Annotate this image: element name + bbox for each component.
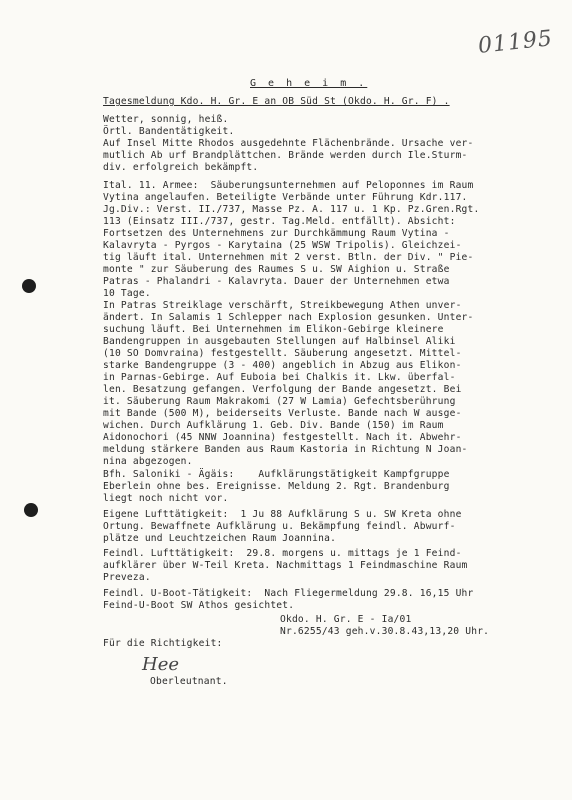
text-line: Wetter, sonnig, heiß.	[103, 114, 229, 125]
text-line: monte " zur Säuberung des Raumes S u. SW Aighion u. Straße	[103, 264, 450, 275]
text-line: Aidonochori (45 NNW Joannina) festgestellt. Nach it. Abwehr-	[103, 432, 462, 443]
text-line: ändert. In Salamis 1 Schlepper nach Explosion gesunken. Unter-	[103, 312, 474, 323]
text-line: Jg.Div.: Verst. II./737, Masse Pz. A. 117 u. 1 Kp. Pz.Gren.Rgt.	[103, 204, 480, 215]
text-line: nina abgezogen.	[103, 456, 193, 467]
text-line: Eigene Lufttätigkeit: 1 Ju 88 Aufklärung S u. SW Kreta ohne	[103, 509, 462, 520]
text-line: Eberlein ohne bes. Ereignisse. Meldung 2. Rgt. Brandenburg	[103, 481, 450, 492]
text-line: Feindl. Lufttätigkeit: 29.8. morgens u. mittags je 1 Feind-	[103, 548, 462, 559]
text-line: meldung stärkere Banden aus Raum Kastoria in Richtung N Joan-	[103, 444, 468, 455]
text-line: plätze und Leuchtzeichen Raum Joannina.	[103, 533, 337, 544]
archive-number: 01195	[476, 26, 555, 59]
text-line: Örtl. Bandentätigkeit.	[103, 126, 235, 137]
text-line: Fortsetzen des Unternehmens zur Durchkämmung Raum Vytina -	[103, 228, 450, 239]
certification-text: Für die Richtigkeit:	[103, 638, 223, 649]
text-line: Bfh. Saloniki - Ägäis: Aufklärungstätigkeit Kampfgruppe	[103, 469, 450, 480]
text-line: div. erfolgreich bekämpft.	[103, 162, 259, 173]
signatory-rank: Oberleutnant.	[150, 676, 228, 687]
text-line: 113 (Einsatz III./737, gestr. Tag.Meld. entfällt). Absicht:	[103, 216, 456, 227]
text-line: wichen. Durch Aufklärung 1. Geb. Div. Bande (150) im Raum	[103, 420, 444, 431]
text-line: in Parnas-Gebirge. Auf Euboia bei Chalkis it. Lkw. überfal-	[103, 372, 456, 383]
text-line: In Patras Streiklage verschärft, Streikbewegung Athen unver-	[103, 300, 462, 311]
text-line: aufklärer über W-Teil Kreta. Nachmittags 1 Feindmaschine Raum	[103, 560, 468, 571]
text-line: (10 SO Domvraina) festgestellt. Säuberung angesetzt. Mittel-	[103, 348, 462, 359]
text-line: 10 Tage.	[103, 288, 151, 299]
text-line: Auf Insel Mitte Rhodos ausgedehnte Flächenbrände. Ursache ver-	[103, 138, 474, 149]
text-line: tig läuft ital. Unternehmen mit 2 verst. Btln. der Div. " Pie-	[103, 252, 474, 263]
text-line: len. Besatzung gefangen. Verfolgung der Bande angesetzt. Bei	[103, 384, 462, 395]
text-line: Bandengruppen in ausgebauten Stellungen auf Halbinsel Aliki	[103, 336, 456, 347]
text-line: Feindl. U-Boot-Tätigkeit: Nach Fliegermeldung 29.8. 16,15 Uhr	[103, 588, 474, 599]
punch-hole-top	[22, 279, 36, 293]
document-subject: Tagesmeldung Kdo. H. Gr. E an OB Süd St (Okdo. H. Gr. F) .	[103, 96, 450, 107]
text-line: Kalavryta - Pyrgos - Karytaina (25 WSW Tripolis). Gleichzei-	[103, 240, 462, 251]
handwritten-signature: Hee	[142, 654, 180, 675]
text-line: Feind-U-Boot SW Athos gesichtet.	[103, 600, 295, 611]
punch-hole-bottom	[24, 503, 38, 517]
text-line: it. Säuberung Raum Makrakomi (27 W Lamia) Gefechtsberührung	[103, 396, 456, 407]
text-line: Ital. 11. Armee: Säuberungsunternehmen auf Peloponnes im Raum	[103, 180, 474, 191]
text-line: mit Bande (500 M), beiderseits Verluste. Bande nach W ausge-	[103, 408, 462, 419]
reference-line: Nr.6255/43 geh.v.30.8.43,13,20 Uhr.	[280, 626, 490, 637]
text-line: starke Bandengruppe (3 - 400) angeblich in Abzug aus Elikon-	[103, 360, 462, 371]
text-line: suchung läuft. Bei Unternehmen im Elikon-Gebirge kleinere	[103, 324, 444, 335]
text-line: Patras - Phalandri - Kalavryta. Dauer der Unternehmen etwa	[103, 276, 450, 287]
text-line: liegt noch nicht vor.	[103, 493, 229, 504]
reference-line: Okdo. H. Gr. E - Ia/01	[280, 614, 412, 625]
text-line: Vytina angelaufen. Beteiligte Verbände unter Führung Kdr.117.	[103, 192, 468, 203]
text-line: mutlich Ab urf Brandplättchen. Brände werden durch Ile.Sturm-	[103, 150, 468, 161]
text-line: Preveza.	[103, 572, 151, 583]
text-line: Ortung. Bewaffnete Aufklärung u. Bekämpfung feindl. Abwurf-	[103, 521, 456, 532]
document-heading: G e h e i m .	[250, 78, 368, 89]
